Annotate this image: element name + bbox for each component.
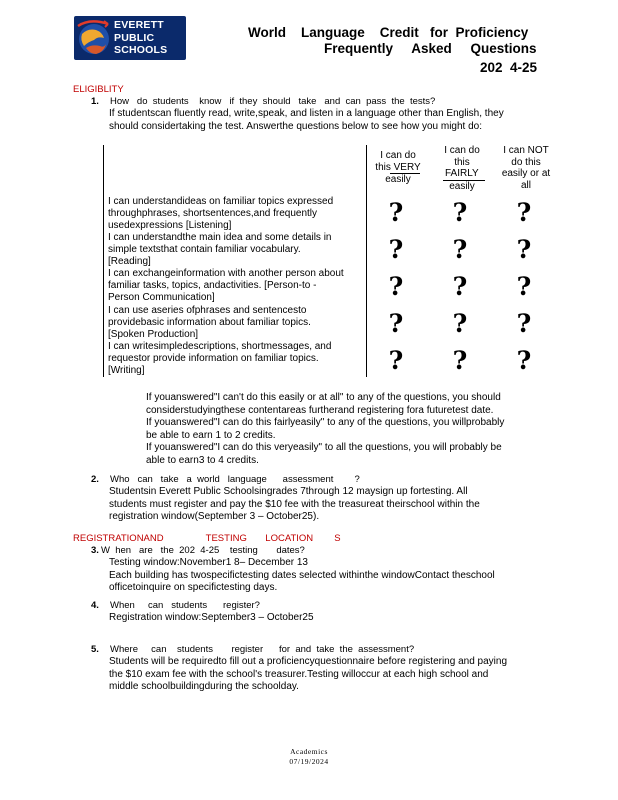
question-number: 5. xyxy=(91,644,99,655)
table-border-left xyxy=(103,145,104,377)
self-check-mark[interactable]: ? xyxy=(516,235,532,264)
self-check-mark[interactable]: ? xyxy=(516,198,532,227)
question-number: 3. xyxy=(91,545,99,556)
page-footer: Academics 07/19/2024 xyxy=(289,747,329,766)
question-number: 4. xyxy=(91,600,99,611)
self-check-mark[interactable]: ? xyxy=(388,198,404,227)
table-row-writing: I can writesimpledescriptions, shortmessages, and requestor provide information on familiar topics. [Writing] xyxy=(108,341,332,376)
self-check-mark[interactable]: ? xyxy=(516,272,532,301)
self-check-mark[interactable]: ? xyxy=(452,309,468,338)
self-check-mark[interactable]: ? xyxy=(516,346,532,375)
table-row-listening: I can understandideas on familiar topics expressed throughphrases, shortsentences,and frequently usedexpressions [Listening] xyxy=(108,196,334,231)
self-check-mark[interactable]: ? xyxy=(516,309,532,338)
column-header-fairly-easily: I can do this FAIRLY easily xyxy=(435,145,489,192)
answer-3: Testing window:November1 8– December 13 Each building has twospecifictesting dates selected withinthe windowContact theschool officetoinquire on specifictesting days. xyxy=(109,557,495,593)
table-row-person-to-person: I can exchangeinformation with another person about familiar tasks, topics, andactivities. [Person-to - Person Communication] xyxy=(108,268,344,303)
self-check-mark[interactable]: ? xyxy=(452,346,468,375)
question-2: Who can take a world language assessment ? xyxy=(110,474,360,485)
question-4: When can students register? xyxy=(110,600,260,611)
page-title-line1: World Language Credit for Proficiency xyxy=(248,25,529,40)
answer-4: Registration window:September3 – October25 xyxy=(109,612,314,623)
bullet-item: If youanswered"I can do this fairlyeasily" to any of the questions, you willprobably be able to earn 1 to 2 credits. xyxy=(146,417,505,441)
self-check-mark[interactable]: ? xyxy=(388,309,404,338)
column-header-not-easily: I can NOT do this easily or at all xyxy=(501,145,551,191)
answer-1: If studentscan fluently read, write,speak, and listen in a language other than English, they should considertaking the test. Answerthe questions below to see how you might do: xyxy=(109,108,504,132)
answer-5: Students will be requiredto fill out a proficiencyquestionnaire before registering and paying the $10 exam fee with the school's treasurer.Testing willoccur at each high school and middle schoolbuildingduring the schoolday. xyxy=(109,656,508,692)
table-row-spoken-production: I can use aseries ofphrases and sentencesto providebasic information about familiar topics. [Spoken Production] xyxy=(108,305,311,340)
question-3: W hen are the 202 4-25 testing dates? xyxy=(101,545,305,556)
question-number: 2. xyxy=(91,474,99,485)
district-logo xyxy=(74,16,186,60)
self-check-mark[interactable]: ? xyxy=(452,235,468,264)
logo-wordmark: EVERETT PUBLIC SCHOOLS xyxy=(114,19,168,56)
self-check-mark[interactable]: ? xyxy=(452,272,468,301)
bullet-item: If youanswered"I can do this veryeasily" to all the questions, you will probably be able to earn3 to 4 credits. xyxy=(146,442,502,466)
table-border-divider xyxy=(366,145,367,377)
self-check-mark[interactable]: ? xyxy=(388,235,404,264)
table-row-reading: I can understandthe main idea and some details in simple textsthat contain familiar vocabulary. [Reading] xyxy=(108,232,332,267)
question-1: How do students know if they should take and can pass the tests? xyxy=(110,96,436,107)
bullet-item: If youanswered"I can't do this easily or at all" to any of the questions, you should considerstudyingthese contentareas furtherand registering fora futuretest date. xyxy=(146,392,501,416)
eligibility-heading: ELIGIBLITY xyxy=(73,84,124,95)
answer-2: Studentsin Everett Public Schoolsingrades 7through 12 maysign up fortesting. All students must register and pay the $10 fee with the treasureat theirschool within the registration window(September 3 – October25). xyxy=(109,486,480,522)
question-5: Where can students register for and take the assessment? xyxy=(110,644,415,655)
self-check-mark[interactable]: ? xyxy=(388,272,404,301)
self-check-mark[interactable]: ? xyxy=(388,346,404,375)
column-header-very-easily: I can do this VERY easily xyxy=(375,150,421,185)
self-check-mark[interactable]: ? xyxy=(452,198,468,227)
page-title-year: 202 4-25 xyxy=(480,60,538,75)
question-number: 1. xyxy=(91,96,99,107)
page-title-line2: Frequently Asked Questions xyxy=(324,41,537,56)
registration-heading: REGISTRATIONAND TESTING LOCATION S xyxy=(73,533,341,544)
